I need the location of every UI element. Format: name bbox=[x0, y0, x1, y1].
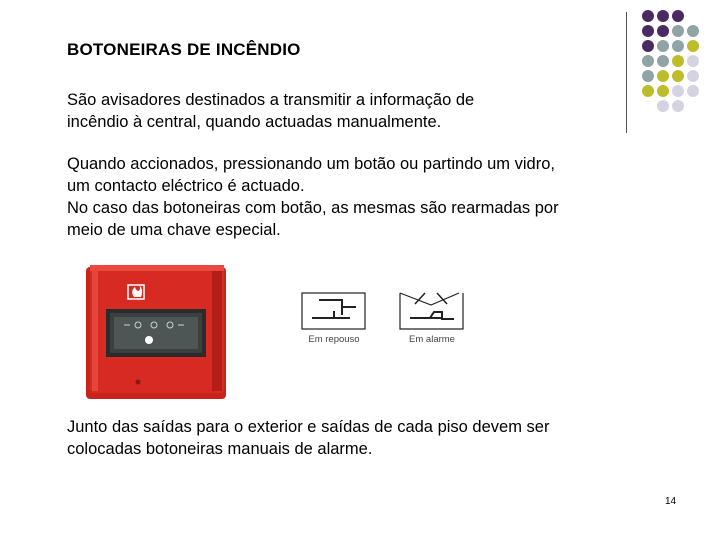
dot bbox=[672, 10, 684, 22]
dot bbox=[657, 85, 669, 97]
paragraph-placement: Junto das saídas para o exterior e saídas de cada piso devem ser colocadas botoneiras manuais de alarme. bbox=[67, 418, 550, 458]
rest-label: Em repouso bbox=[308, 334, 360, 345]
dot bbox=[657, 70, 669, 82]
switch-diagram-alarm bbox=[397, 287, 467, 345]
dot bbox=[687, 55, 699, 67]
dot bbox=[687, 85, 699, 97]
page-number: 14 bbox=[665, 496, 677, 507]
dot bbox=[672, 70, 684, 82]
alarm-label: Em alarme bbox=[409, 334, 455, 345]
dot bbox=[657, 55, 669, 67]
dot bbox=[672, 25, 684, 37]
dot bbox=[642, 55, 654, 67]
switch-alarm-icon bbox=[397, 287, 467, 333]
paragraph-operation-line1: Quando accionados, pressionando um botão ou partindo um vidro, um contacto eléctrico é actuado. bbox=[67, 155, 555, 195]
dot bbox=[687, 70, 699, 82]
dot bbox=[657, 40, 669, 52]
paragraph-operation-line2: No caso das botoneiras com botão, as mesmas são rearmadas por meio de uma chave especial. bbox=[67, 199, 559, 239]
dot bbox=[642, 85, 654, 97]
paragraph-operation bbox=[67, 153, 567, 241]
paragraph-description: São avisadores destinados a transmitir a informação de incêndio à central, quando actuadas manualmente. bbox=[67, 91, 475, 131]
switch-diagram-rest bbox=[299, 287, 369, 345]
decorative-divider bbox=[626, 12, 627, 133]
switch-rest-icon bbox=[299, 287, 369, 333]
manual-call-point-image bbox=[86, 263, 236, 403]
dot bbox=[672, 85, 684, 97]
dot bbox=[642, 40, 654, 52]
slide-title: BOTONEIRAS DE INCÊNDIO bbox=[67, 40, 301, 59]
dot bbox=[687, 25, 699, 37]
dot bbox=[657, 10, 669, 22]
dot bbox=[657, 100, 669, 112]
dot bbox=[642, 10, 654, 22]
dot bbox=[672, 40, 684, 52]
dot bbox=[672, 100, 684, 112]
dot bbox=[687, 40, 699, 52]
dot bbox=[672, 55, 684, 67]
dot bbox=[657, 25, 669, 37]
dot bbox=[642, 70, 654, 82]
dot bbox=[642, 25, 654, 37]
